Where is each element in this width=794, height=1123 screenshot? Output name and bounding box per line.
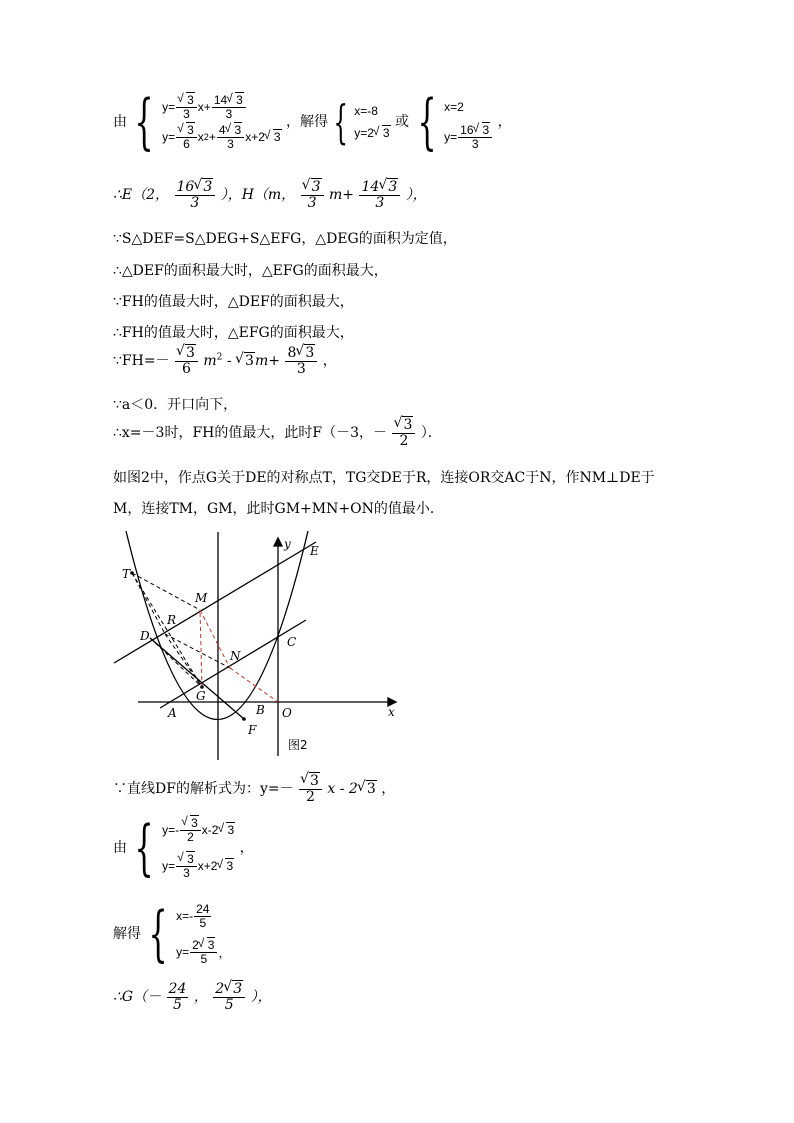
line-figure-intro: 如图2中，作点G关于DE的对称点T，TG交DE于R，连接OR交AC于N，作NM⊥DE于 — [113, 470, 655, 486]
dash-mn-red — [200, 610, 230, 668]
label-a: A — [168, 706, 177, 720]
system-1: 由 { y= √ $\frac{3}{3}$ x+ $\frac{14√ 3}{3}$ y= √ $\frac{3}{6}$ x 2 + $\frac{4√ 3}{3}$ x+2 √ 3 ，解得 { x=-8 y=2 √ 3 或 { x=2 y= $\frac{16√ 3}{3}$ ， — [113, 92, 512, 152]
line-fh-formula: ∵FH=－ √ $\frac{3}{6}$ $m^2$ - √ 3m+ $\frac{8√ 3}{3}$ ， — [113, 346, 337, 376]
line-fh-def: ∵FH的值最大时，△DEF的面积最大， — [113, 294, 354, 310]
line-opens-down: ∵a＜0．开口向下， — [113, 397, 238, 413]
line-fh-efg: ∴FH的值最大时，△EFG的面积最大， — [113, 325, 354, 341]
jiede-text: ，解得 — [286, 114, 329, 130]
parabola — [126, 531, 308, 720]
line-area-sum: ∵S△DEF=S△DEG+S△EFG，△DEG的面积为定值， — [113, 231, 457, 247]
dash-rg — [165, 634, 202, 687]
label-b: B — [256, 703, 265, 717]
equation-2: y= √ $\frac{3}{6}$ x 2 + $\frac{4√ 3}{3}$ x+2 √ 3 — [162, 122, 281, 152]
label-x: x — [388, 705, 395, 719]
y-axis-arrow — [274, 538, 282, 546]
figure-caption: 图2 — [288, 738, 308, 752]
label-o: O — [282, 706, 292, 720]
system-2: 由 { y=- √ $\frac{3}{2}$ x-2 √ 3 y= √ $\frac{3}{3}$ x+2 √ 3 ， — [113, 812, 254, 884]
solution-1: x=-8 y=2 √ 3 — [354, 100, 390, 144]
dash-rn — [165, 634, 230, 668]
label-f: F — [248, 723, 257, 737]
label-r: R — [167, 613, 177, 627]
label-d: D — [140, 629, 150, 643]
point-f — [242, 717, 246, 721]
line-df-equation: ∵直线DF的解析式为：y=－ √ $\frac{3}{2}$ x - 2√ 3 ， — [113, 774, 395, 804]
line-ac — [160, 620, 306, 708]
point-t — [130, 571, 134, 575]
line-x-minus-3: ∴x=－3时，FH的值最大，此时F（－3，－ √ $\frac{3}{2}$ ）． — [113, 418, 442, 448]
solution-2: x=2 y= $\frac{16√ 3}{3}$ — [444, 92, 493, 152]
system-1-equations — [162, 92, 281, 152]
label-g: G — [196, 689, 206, 703]
label-c: C — [287, 635, 297, 649]
line-e-h: ∴E（2， $\frac{16√ 3}{3}$ ），H（m， √ $\frac{3}{3}$ m+ $\frac{14√ 3}{3}$ ）， — [113, 180, 427, 210]
label-e: E — [310, 544, 319, 558]
line-min-sum: M，连接TM，GM，此时GM+MN+ON的值最小． — [113, 501, 444, 517]
dash-gm-red — [200, 610, 202, 687]
label-y: y — [284, 537, 291, 551]
you-char: 由 — [113, 114, 127, 130]
dash-no-red — [230, 668, 278, 702]
label-t: T — [122, 567, 131, 581]
system-3: 解得 { x=- $\frac{24}{5}$ y= $\frac{2√ 3}{5}$ ， — [113, 898, 231, 970]
line-def-max: ∴△DEF的面积最大时，△EFG的面积最大， — [113, 263, 388, 279]
label-m: M — [195, 591, 208, 605]
left-brace: { — [135, 87, 155, 157]
line-g-coords: ∴G（－ $\frac{24}{5}$ ， $\frac{2√ 3}{5}$ ）， — [113, 982, 272, 1012]
line-de — [114, 542, 316, 663]
label-n: N — [230, 649, 241, 663]
figure-2 — [110, 528, 410, 763]
dash-tr — [132, 573, 165, 634]
equation-1: y= √ $\frac{3}{3}$ x+ $\frac{14√ 3}{3}$ — [162, 92, 281, 122]
